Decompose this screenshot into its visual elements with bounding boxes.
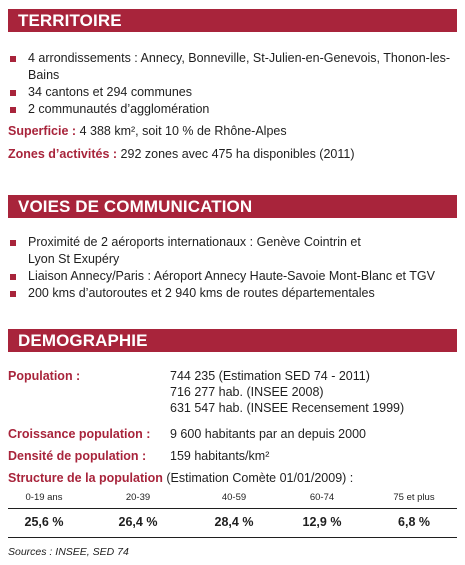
superficie-label: Superficie : [8, 124, 77, 138]
bullet-square-icon [10, 90, 16, 96]
densite-value: 159 habitants/km² [170, 449, 270, 463]
population-row [8, 368, 457, 418]
zones-line [8, 146, 355, 162]
list-item: 2 communautés d’agglomération [8, 101, 460, 118]
percentage-value: 25,6 % [24, 515, 64, 529]
demographie-header: DEMOGRAPHIE [8, 329, 457, 352]
croissance-row [8, 426, 457, 442]
population-value: 744 235 (Estimation SED 74 - 2011) [170, 369, 370, 383]
densite-label: Densité de population : [8, 449, 147, 463]
percentage-value: 26,4 % [118, 515, 158, 529]
territoire-header: TERRITOIRE [8, 9, 457, 32]
superficie-value: 4 388 km², soit 10 % de Rhône-Alpes [79, 124, 287, 138]
croissance-label: Croissance population : [8, 427, 151, 441]
age-group-label: 60-74 [309, 492, 335, 503]
densite-row [8, 448, 457, 464]
table-divider-bottom [8, 537, 457, 538]
percentage-value: 6,8 % [398, 515, 430, 529]
age-group-label: 40-59 [221, 492, 247, 503]
population-value: 631 547 hab. (INSEE Recensement 1999) [170, 401, 405, 415]
population-value: 716 277 hab. (INSEE 2008) [170, 385, 324, 399]
list-item: Proximité de 2 aéroports internationaux : Genève Cointrin et Lyon St Exupéry [8, 234, 460, 268]
structure-label: Structure de la population [8, 471, 163, 485]
croissance-value: 9 600 habitants par an depuis 2000 [170, 427, 366, 441]
zones-label: Zones d’activités : [8, 147, 118, 161]
voies-list [8, 234, 460, 302]
structure-note: (Estimation Comète 01/01/2009) : [166, 471, 354, 485]
sources-note: Sources : INSEE, SED 74 [8, 546, 129, 558]
percentage-value: 28,4 % [214, 515, 254, 529]
population-label: Population : [8, 369, 81, 383]
territoire-list [8, 50, 460, 118]
age-group-label: 75 et plus [393, 492, 435, 503]
bullet-square-icon [10, 56, 16, 62]
voies-header: VOIES DE COMMUNICATION [8, 195, 457, 218]
list-item: 4 arrondissements : Annecy, Bonneville, St-Julien-en-Genevois, Thonon-les-Bains [8, 50, 460, 84]
bullet-square-icon [10, 274, 16, 280]
superficie-line [8, 123, 287, 139]
percentages-row [8, 515, 457, 531]
bullet-square-icon [10, 107, 16, 113]
percentage-value: 12,9 % [302, 515, 342, 529]
zones-value: 292 zones avec 475 ha disponibles (2011) [120, 147, 355, 161]
age-group-label: 20-39 [125, 492, 151, 503]
bullet-square-icon [10, 240, 16, 246]
age-groups-row [8, 492, 457, 506]
list-item: 200 kms d’autoroutes et 2 940 kms de routes départementales [8, 285, 460, 302]
table-divider-top [8, 508, 457, 509]
list-item: Liaison Annecy/Paris : Aéroport Annecy Haute-Savoie Mont-Blanc et TGV [8, 268, 460, 285]
age-group-label: 0-19 ans [25, 492, 63, 503]
list-item: 34 cantons et 294 communes [8, 84, 460, 101]
bullet-square-icon [10, 291, 16, 297]
structure-row [8, 470, 457, 486]
